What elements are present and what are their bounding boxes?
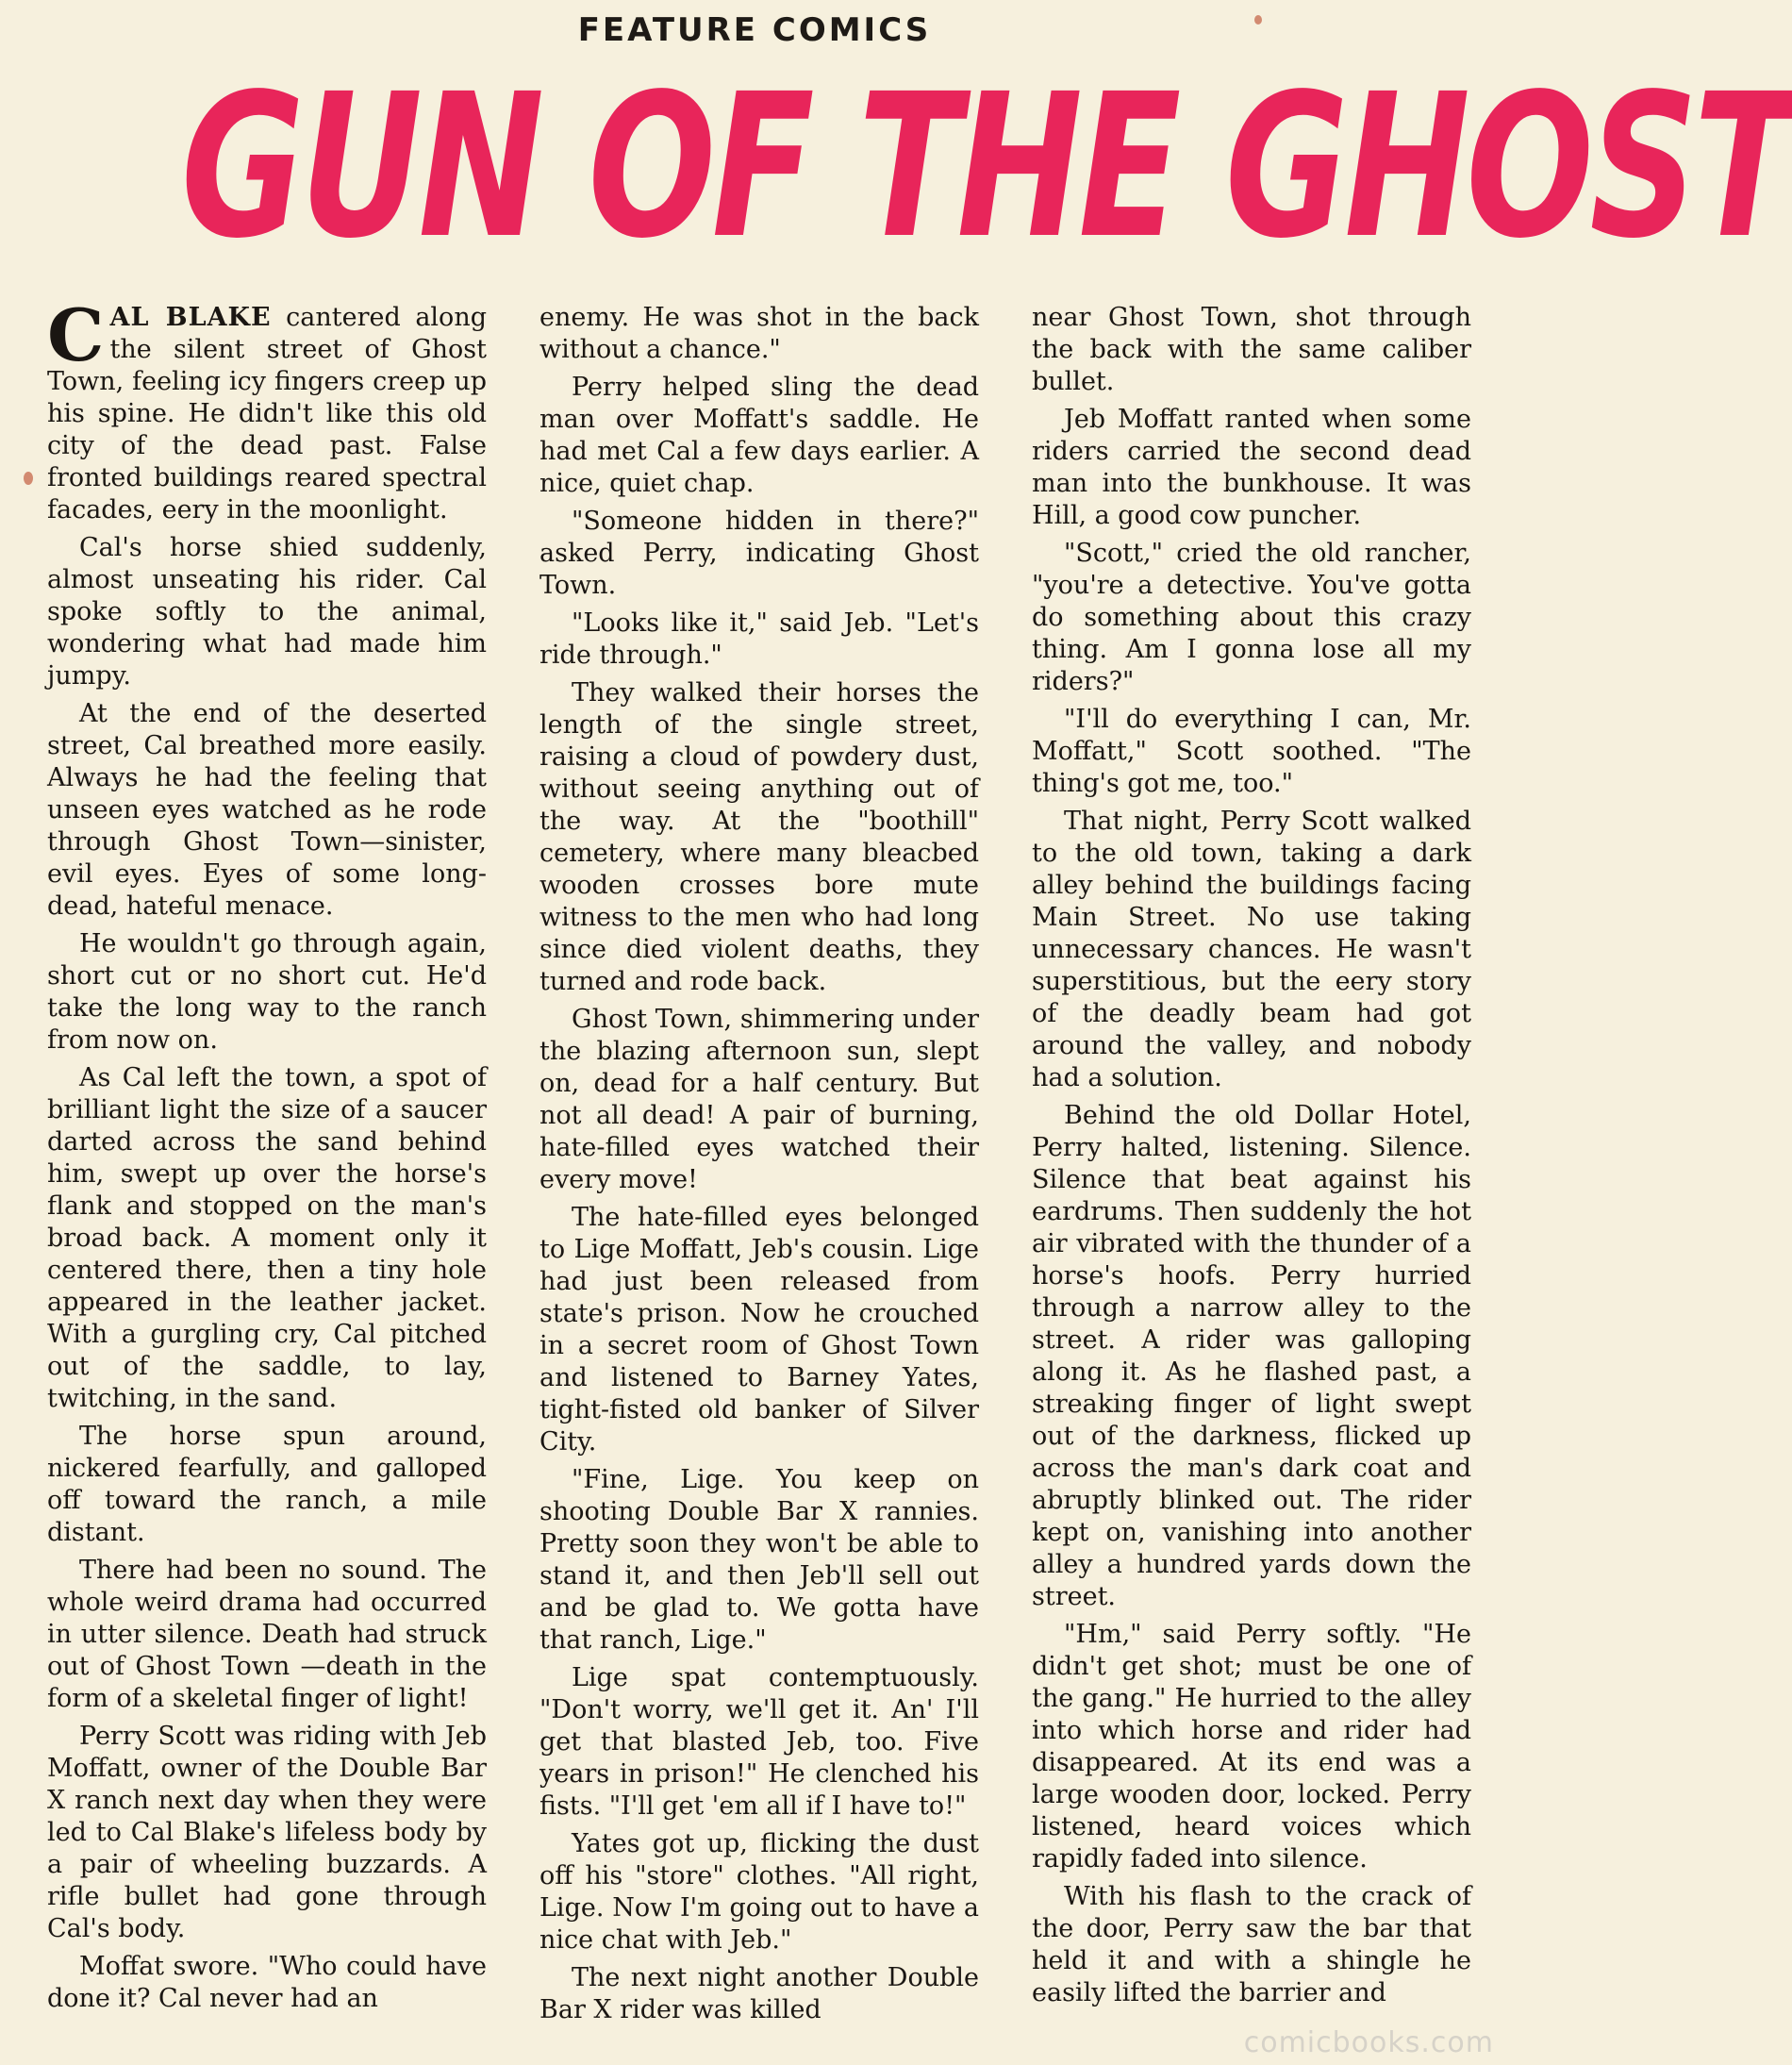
paragraph: There had been no sound. The whole weird drama had occurred in utter silence. Death had struck out of Ghost Town —death in the form of a skeletal finger of light! [47, 1556, 487, 1713]
opening-paragraph [47, 293, 487, 526]
paragraph: Yates got up, flicking the dust off his "store" clothes. "All right, Lige. Now I'm going out to have a nice chat with Jeb." [539, 1829, 979, 1955]
story-column-2 [539, 302, 979, 2028]
paragraph: Jeb Moffatt ranted when some riders carried the second dead man into the bunkhouse. It was Hill, a good cow puncher. [1032, 405, 1471, 530]
paragraph: "Looks like it," said Jeb. "Let's ride through." [539, 608, 979, 670]
paragraph: "Fine, Lige. You keep on shooting Double Bar X rannies. Pretty soon they won't be able to stand it, and then Jeb'll sell out and be glad to. We gotta have that ranch, Lige." [539, 1465, 979, 1655]
story-column-3 [1032, 302, 1471, 2028]
paragraph: near Ghost Town, shot through the back with the same caliber bullet. [1032, 303, 1471, 396]
paper-stain [24, 472, 33, 485]
paragraph: At the end of the deserted street, Cal breathed more easily. Always he had the feeling that unseen eyes watched as he rode through Ghost Town—sinister, evil eyes. Eyes of some long-dead, hateful menace. [47, 699, 487, 921]
paragraph: The horse spun around, nickered fearfully, and galloped off toward the ranch, a mile distant. [47, 1422, 487, 1547]
story-columns [47, 293, 1471, 2028]
site-watermark: comicbooks.com [1243, 2026, 1494, 2059]
paragraph: He wouldn't go through again, short cut or no short cut. He'd take the long way to the ranch from now on. [47, 929, 487, 1055]
paragraph: enemy. He was shot in the back without a chance." [539, 303, 979, 364]
paragraph: The hate-filled eyes belonged to Lige Moffatt, Jeb's cousin. Lige had just been released from state's prison. Now he crouched in a secret room of Ghost Town and listened to Barney Yates, tight-fisted old banker of Silver City. [539, 1203, 979, 1457]
paragraph: Moffat swore. "Who could have done it? Cal never had an [47, 1952, 487, 2013]
paragraph: Perry Scott was riding with Jeb Moffatt, owner of the Double Bar X ranch next day when they were led to Cal Blake's lifeless body by a pair of wheeling buzzards. A rifle bullet had gone through Cal's body. [47, 1722, 487, 1943]
paragraph-text: cantered along the silent street of Ghost Town, feeling icy fingers creep up his spine. He didn't like this old city of the dead past. False fronted buildings reared spectral facades, eery in the moonlight. [47, 303, 487, 525]
paragraph: "Hm," said Perry softly. "He didn't get shot; must be one of the gang." He hurried to the alley into which horse and rider had disappeared. At its end was a large wooden door, locked. Perry listened, heard voices which rapidly faded into silence. [1032, 1620, 1471, 1873]
story-title: GUN OF THE GHOST [181, 51, 1792, 282]
paragraph: That night, Perry Scott walked to the old town, taking a dark alley behind the buildings facing Main Street. No use taking unnecessary chances. He wasn't superstitious, but the eery story of the deadly beam had got around the valley, and nobody had a solution. [1032, 807, 1471, 1092]
paragraph: With his flash to the crack of the door, Perry saw the bar that held it and with a shingle he easily lifted the barrier and [1032, 1882, 1471, 2007]
paragraph: Behind the old Dollar Hotel, Perry halted, listening. Silence. Silence that beat against his eardrums. Then suddenly the hot air vibrated with the thunder of a horse's hoofs. Perry hurried through a narrow alley to the street. A rider was galloping along it. As he flashed past, a streaking finger of light swept out of the darkness, flicked up across the man's dark coat and abruptly blinked out. The rider kept on, vanishing into another alley a hundred yards down the street. [1032, 1101, 1471, 1611]
paragraph: Ghost Town, shimmering under the blazing afternoon sun, slept on, dead for a half century. But not all dead! A pair of burning, hate-filled eyes watched their every move! [539, 1005, 979, 1194]
paragraph: Cal's horse shied suddenly, almost unseating his rider. Cal spoke softly to the animal, wondering what had made him jumpy. [47, 533, 487, 691]
paragraph: "Scott," cried the old rancher, "you're a detective. You've gotta do something about this crazy thing. Am I gonna lose all my riders?" [1032, 539, 1471, 696]
paragraph: Perry helped sling the dead man over Moffatt's saddle. He had met Cal a few days earlier. A nice, quiet chap. [539, 373, 979, 498]
paper-stain [1254, 15, 1262, 25]
paragraph: As Cal left the town, a spot of brilliant light the size of a saucer darted across the sand behind him, swept up over the horse's flank and stopped on the man's broad back. A moment only it centered there, then a tiny hole appeared in the leather jacket. With a gurgling cry, Cal pitched out of the saddle, to lay, twitching, in the sand. [47, 1063, 487, 1413]
publication-header: FEATURE COMICS [577, 11, 932, 49]
paragraph: Lige spat contemptuously. "Don't worry, we'll get it. An' I'll get that blasted Jeb, too. Five years in prison!" He clenched his fists. "I'll get 'em all if I have to!" [539, 1663, 979, 1821]
paragraph: The next night another Double Bar X rider was killed [539, 1963, 979, 2024]
lead-in: AL BLAKE [109, 303, 272, 332]
paragraph: "Someone hidden in there?" asked Perry, indicating Ghost Town. [539, 507, 979, 600]
story-column-1 [47, 293, 487, 2028]
drop-cap: C [47, 293, 105, 377]
paragraph: "I'll do everything I can, Mr. Moffatt," Scott soothed. "The thing's got me, too." [1032, 705, 1471, 798]
paragraph: They walked their horses the length of the single street, raising a cloud of powdery dust, without seeing anything out of the way. At the "boothill" cemetery, where many bleacbed wooden crosses bore mute witness to the men who had long since died violent deaths, they turned and rode back. [539, 678, 979, 996]
